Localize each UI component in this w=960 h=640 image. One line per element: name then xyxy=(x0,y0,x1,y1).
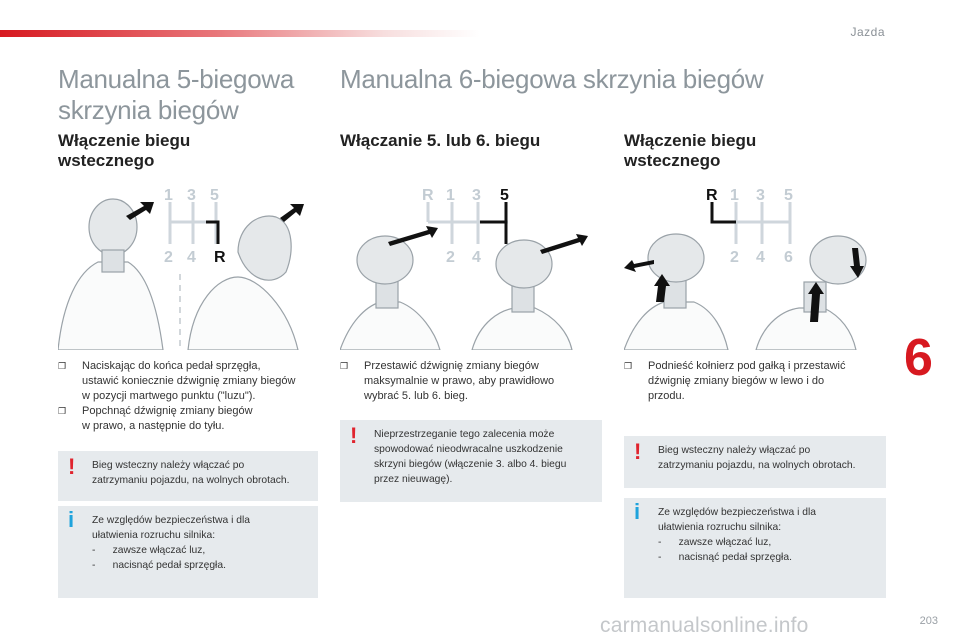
col1-gearshift-illustration xyxy=(340,182,602,350)
info-icon: i xyxy=(68,507,75,532)
checkbox-bullet-icon: ❒ xyxy=(58,361,67,371)
gate-label: 6 xyxy=(784,249,793,266)
gate-label: 5 xyxy=(500,187,509,204)
info-icon: i xyxy=(634,499,641,524)
col1-instructions xyxy=(340,359,600,404)
instruction-item: ❒ Podnieść kołnierz pod gałką i przestawić dźwignię zmiany biegów w lewo i do przodu. xyxy=(624,360,846,402)
gate-label: 1 xyxy=(164,187,173,204)
warning-icon: ! xyxy=(350,423,358,448)
left-gearshift-illustration xyxy=(58,182,318,350)
left-subtitle: Włączenie biegu wstecznego xyxy=(58,131,191,170)
gate-label: 5 xyxy=(210,187,219,204)
section-label: Jazda xyxy=(850,25,885,39)
checkbox-bullet-icon: ❒ xyxy=(58,406,67,416)
gate-label: 3 xyxy=(187,187,196,204)
left-warning-box: ! Bieg wsteczny należy włączać po zatrzymaniu pojazdu, na wolnych obrotach. xyxy=(58,451,318,501)
watermark-link[interactable]: carmanualsonline.info xyxy=(600,614,809,637)
gate-label: 4 xyxy=(756,249,765,266)
gate-label: R xyxy=(422,187,434,204)
chapter-number: 6 xyxy=(904,329,933,387)
col2-warning-box: ! Bieg wsteczny należy włączać po zatrzymaniu pojazdu, na wolnych obrotach. xyxy=(624,436,886,488)
gate-label: 5 xyxy=(784,187,793,204)
header-accent-bar xyxy=(0,30,480,37)
col2-info-box: i Ze względów bezpieczeństwa i dla ułatwienia rozruchu silnika: - zawsze włączać luz, - nacisnąć pedał sprzęgła. xyxy=(624,498,886,598)
instruction-item: ❒ Popchnąć dźwignię zmiany biegów w prawo, a następnie do tyłu. xyxy=(58,405,253,432)
instruction-item: ❒ Naciskając do końca pedał sprzęgła, ustawić koniecznie dźwignię zmiany biegów w pozycji martwego punktu ("luzu"). xyxy=(58,360,296,402)
gate-label: 4 xyxy=(472,249,481,266)
col1-subtitle: Włączanie 5. lub 6. biegu xyxy=(340,131,541,150)
gate-label: 1 xyxy=(446,187,455,204)
warning-icon: ! xyxy=(634,439,642,464)
gate-label: 4 xyxy=(187,249,196,266)
gate-label: 2 xyxy=(164,249,173,266)
page-number: 203 xyxy=(919,615,938,627)
gate-label: R xyxy=(214,249,226,266)
col2-gearshift-illustration xyxy=(624,182,886,350)
checkbox-bullet-icon: ❒ xyxy=(340,361,349,371)
gate-label: 2 xyxy=(446,249,455,266)
gate-label: 2 xyxy=(730,249,739,266)
instruction-item: ❒ Przestawić dźwignię zmiany biegów maksymalnie w prawo, aby prawidłowo wybrać 5. lub 6. bieg. xyxy=(340,360,555,402)
left-instructions xyxy=(58,359,320,434)
checkbox-bullet-icon: ❒ xyxy=(624,361,633,371)
col1-warning-box: ! Nieprzestrzeganie tego zalecenia może spowodować nieodwracalne uszkodzenie skrzyni biegów (włączenie 3. albo 4. biegu przez nieuwagę). xyxy=(340,420,602,502)
main-title: Manualna 6-biegowa skrzynia biegów xyxy=(340,64,764,94)
left-title: Manualna 5-biegowa skrzynia biegów xyxy=(58,64,294,125)
gate-label: 1 xyxy=(730,187,739,204)
warning-icon: ! xyxy=(68,454,76,479)
col2-subtitle: Włączenie biegu wstecznego xyxy=(624,131,757,170)
col2-instructions xyxy=(624,359,886,404)
left-info-box: i Ze względów bezpieczeństwa i dla ułatwienia rozruchu silnika: - zawsze włączać luz, - nacisnąć pedał sprzęgła. xyxy=(58,506,318,598)
gate-label: 3 xyxy=(756,187,765,204)
gate-label: R xyxy=(706,187,718,204)
gate-label: 3 xyxy=(472,187,481,204)
